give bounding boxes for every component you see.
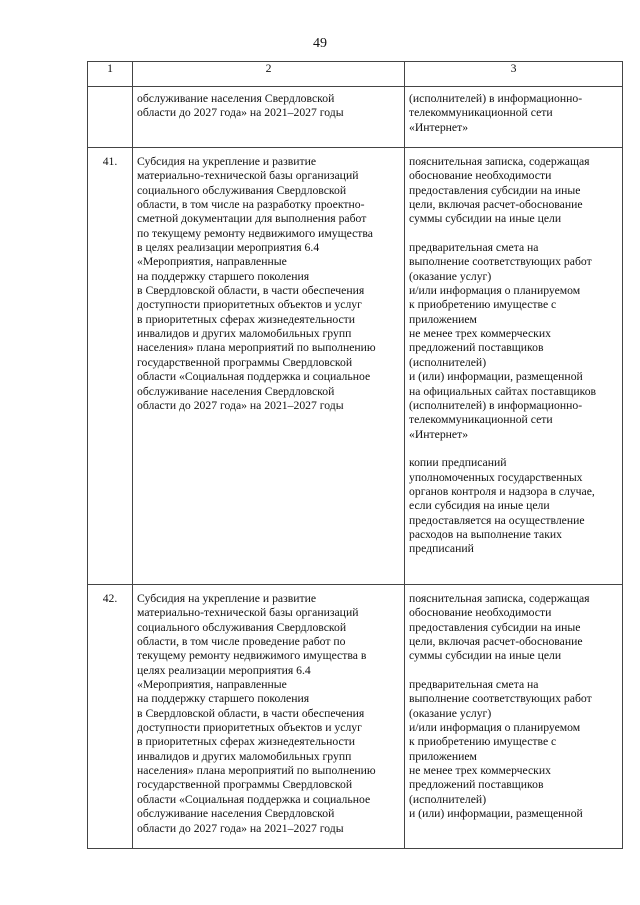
document-item: (исполнителей) в информационно- телекоммуникационной сети «Интернет»: [409, 92, 583, 134]
paragraph-gap: [409, 442, 618, 456]
document-table: [87, 61, 623, 849]
row-number: 41.: [88, 148, 133, 585]
description-text: Субсидия на укрепление и развитие материально-технической базы организаций социального обслуживания Свердловской области, в том числе на разработку проектно- сметной документации для выполнения работ по текущему ремонту недвижимого имущества в целях реализации мероприятия 6.4 «Мероприятия, направленные на поддержку старшего поколения в Свердловской области, в части обеспечения доступности приоритетных объектов и услуг в приоритетных сферах жизнедеятельности инвалидов и других маломобильных групп населения» плана мероприятий по выполнению государственной программы Свердловской области «Социальная поддержка и социальное обслуживание населения Свердловской области до 2027 года» на 2021–2027 годы: [137, 155, 376, 412]
page-number: 49: [313, 36, 327, 51]
header-col-2: 2: [133, 62, 405, 87]
paragraph-gap: [409, 227, 618, 241]
header-col-3: 3: [405, 62, 623, 87]
row-number: 42.: [88, 585, 133, 849]
table-row: [88, 87, 623, 148]
document-item: пояснительная записка, содержащая обоснование необходимости предоставления субсидии на иные цели, включая расчет-обоснование суммы субсидии на иные цели: [409, 155, 590, 226]
document-item: копии предписаний уполномоченных государственных органов контроля и надзора в случае, если субсидия на иные цели предоставляется на осуществление расходов на выполнение таких предписаний: [409, 456, 595, 556]
paragraph-gap: [409, 664, 618, 678]
table-row: [88, 148, 623, 585]
row-documents: [405, 148, 623, 585]
row-description: [133, 87, 405, 148]
description-text: обслуживание населения Свердловской области до 2027 года» на 2021–2027 годы: [137, 92, 344, 120]
row-documents: [405, 585, 623, 849]
row-description: [133, 585, 405, 849]
row-number: [88, 87, 133, 148]
description-text: Субсидия на укрепление и развитие материально-технической базы организаций социального обслуживания Свердловской области, в том числе проведение работ по текущему ремонту недвижимого имущества в целях реализации мероприятия 6.4 «Мероприятия, направленные на поддержку старшего поколения в Свердловской области, в части обеспечения доступности приоритетных объектов и услуг в приоритетных сферах жизнедеятельности инвалидов и других маломобильных групп населения» плана мероприятий по выполнению государственной программы Свердловской области «Социальная поддержка и социальное обслуживание населения Свердловской области до 2027 года» на 2021–2027 годы: [137, 592, 376, 835]
document-item: пояснительная записка, содержащая обоснование необходимости предоставления субсидии на иные цели, включая расчет-обоснование суммы субсидии на иные цели: [409, 592, 590, 663]
row-description: [133, 148, 405, 585]
table-row: [88, 585, 623, 849]
table-header-row: [88, 62, 623, 87]
row-documents: [405, 87, 623, 148]
document-item: предварительная смета на выполнение соответствующих работ (оказание услуг) и/или информация о планируемом к приобретению имуществе с приложением не менее трех коммерческих предложений поставщиков (исполнителей) и (или) информации, размещенной: [409, 678, 592, 821]
header-col-1: 1: [88, 62, 133, 87]
document-item: предварительная смета на выполнение соответствующих работ (оказание услуг) и/или информация о планируемом к приобретению имуществе с приложением не менее трех коммерческих предложений поставщиков (исполнителей) и (или) информации, размещенной на официальных сайтах поставщиков (исполнителей) в информационно- телекоммуникационной сети «Интернет»: [409, 241, 597, 441]
